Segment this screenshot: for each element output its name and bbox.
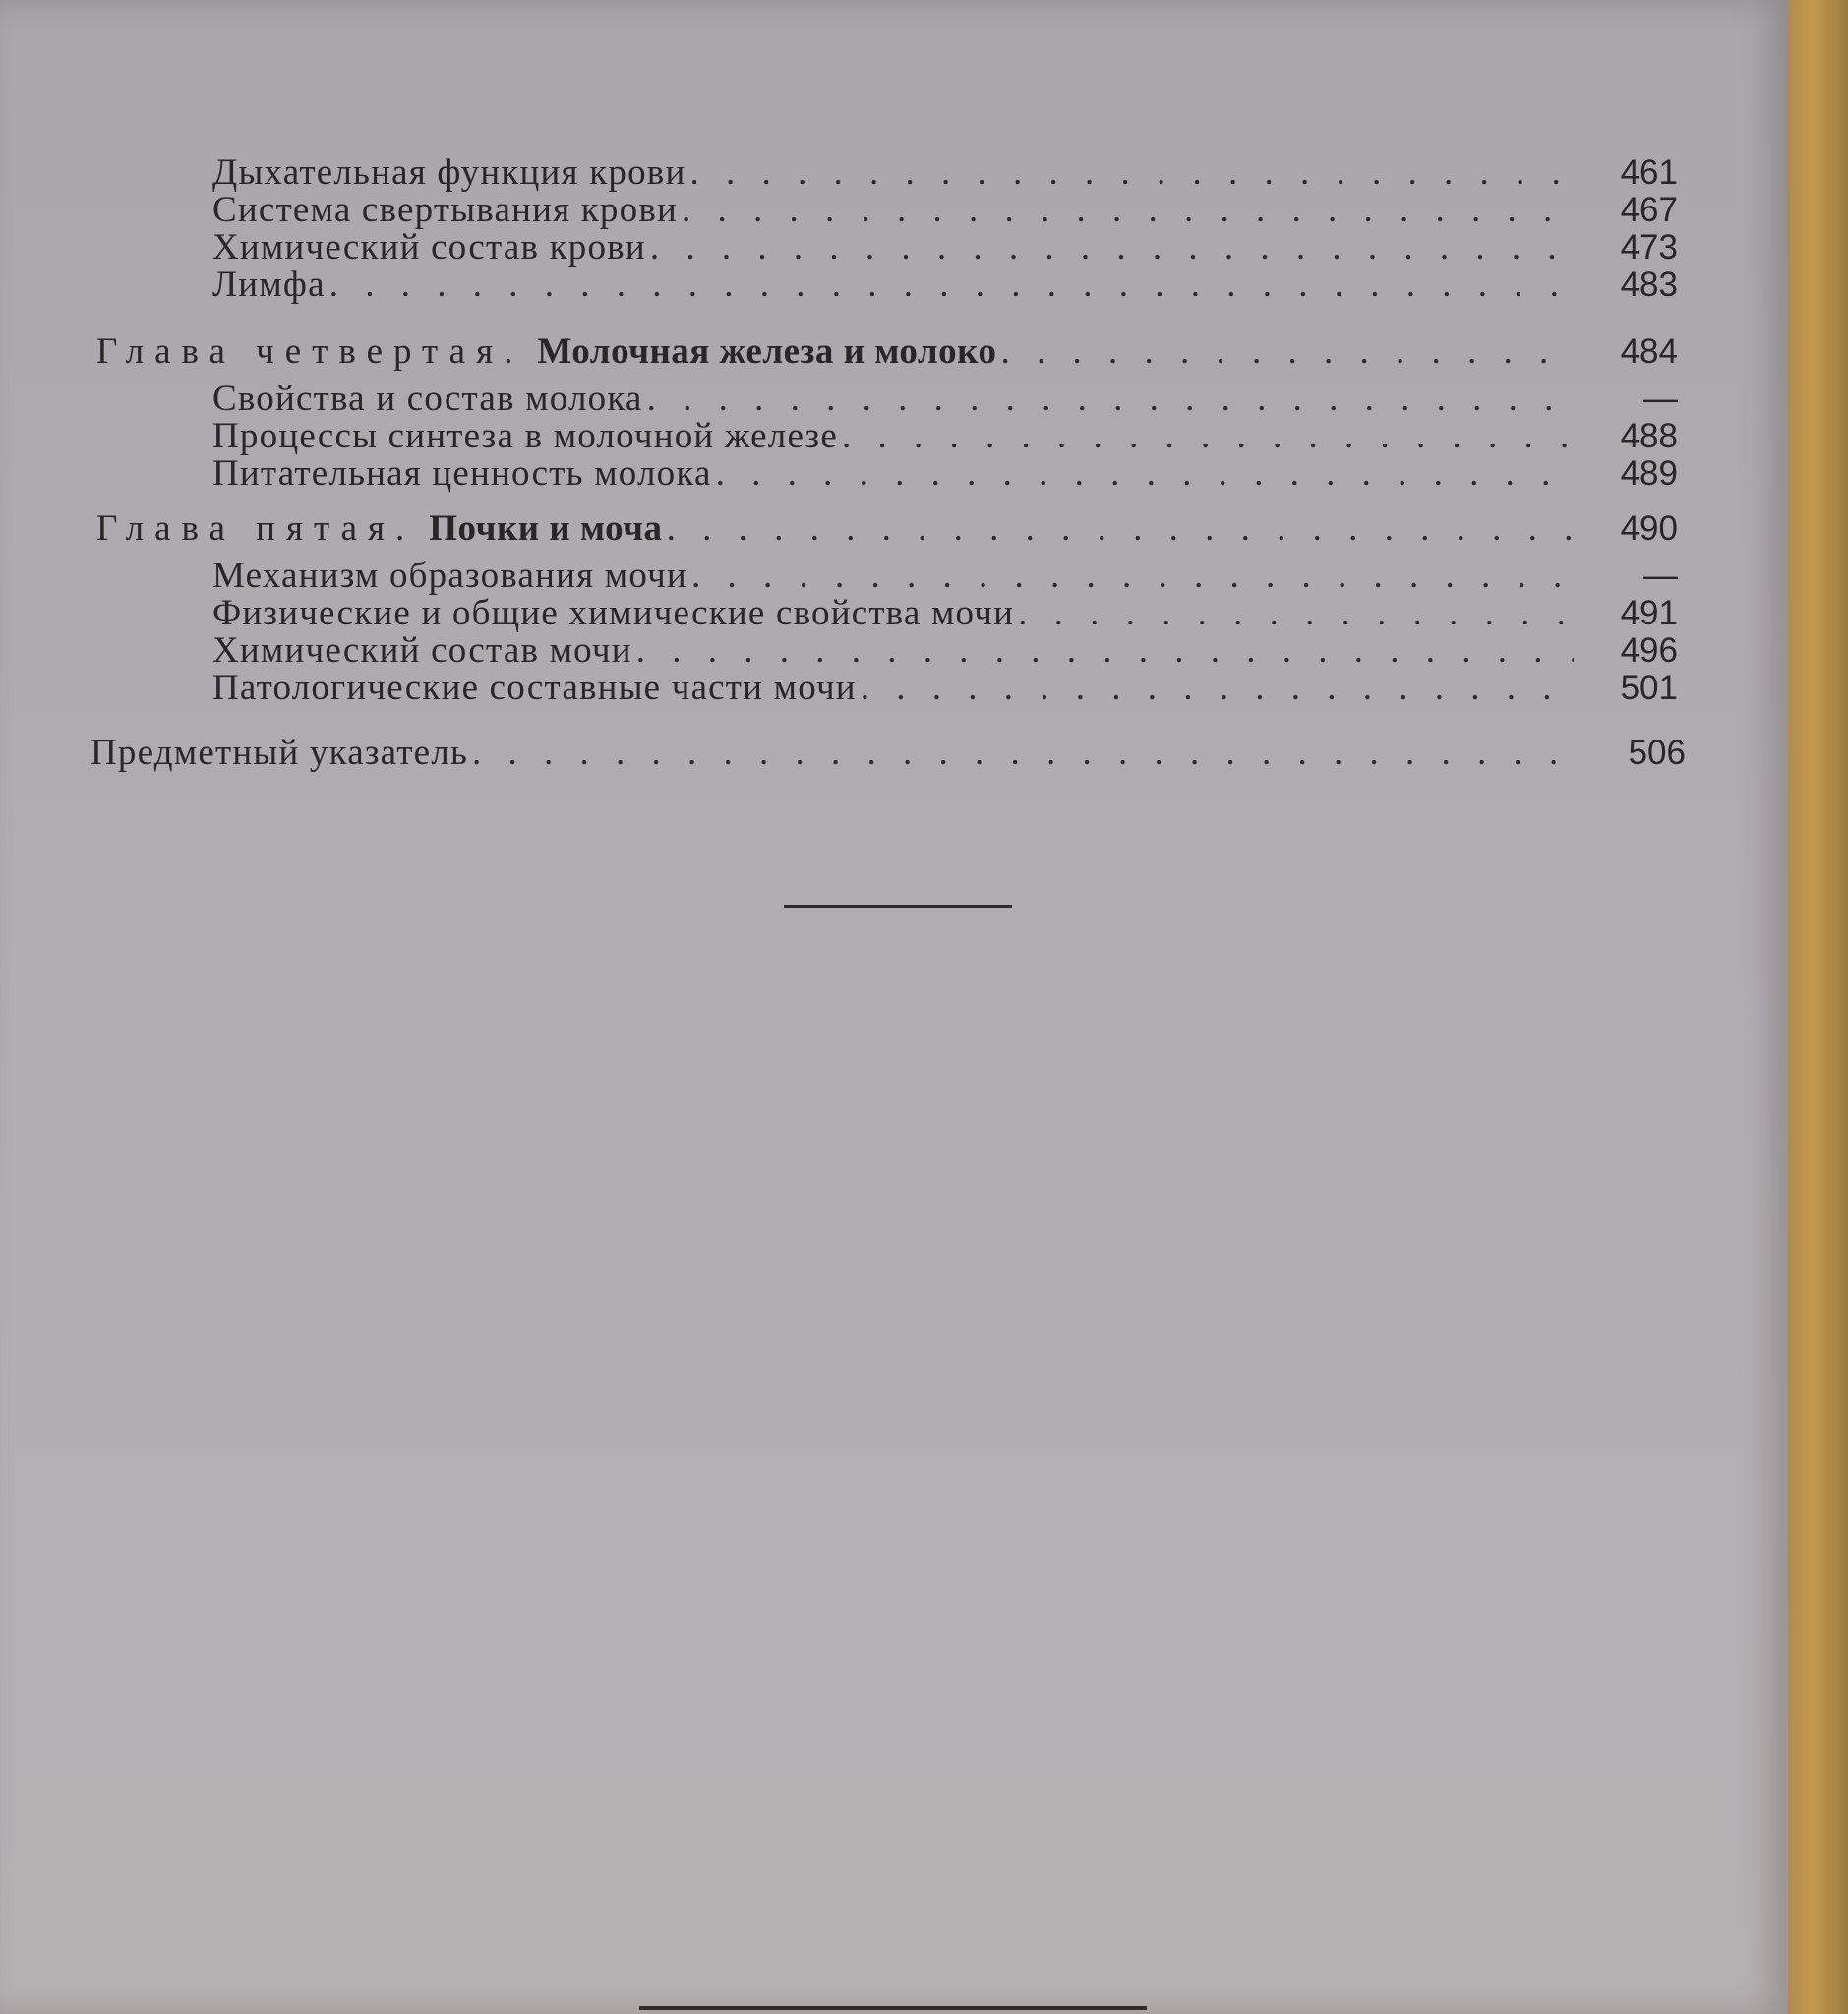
toc-entry-page: 490 bbox=[1620, 509, 1678, 548]
chapter-number: Глава пятая. bbox=[96, 508, 416, 549]
leader-dots bbox=[712, 454, 1574, 494]
toc-entry-page: 473 bbox=[1620, 228, 1678, 267]
toc-entry-milk-synthesis bbox=[212, 417, 1678, 456]
toc-entry-label: Патологические составные части мочи bbox=[212, 668, 857, 708]
toc-entry-page: 483 bbox=[1620, 266, 1678, 304]
toc-entry-blood-respiratory bbox=[212, 153, 1678, 193]
toc-entry-label: Система свертывания крови bbox=[212, 190, 678, 230]
toc-entry-page: 506 bbox=[1628, 734, 1686, 772]
toc-entry-subject-index bbox=[90, 734, 1686, 773]
toc-chapter-4 bbox=[96, 332, 1678, 372]
toc-entry-page: 484 bbox=[1620, 332, 1678, 371]
leader-dots bbox=[468, 734, 1581, 773]
toc-entry-label: Дыхательная функция крови bbox=[212, 152, 686, 193]
toc-entry-label: Свойства и состав молока bbox=[212, 379, 643, 419]
toc-chapter-5 bbox=[96, 509, 1678, 549]
chapter-title: Почки и моча bbox=[429, 508, 663, 549]
leader-dots bbox=[857, 669, 1574, 708]
toc-entry-label: Лимфа bbox=[212, 265, 326, 305]
leader-dots bbox=[838, 417, 1574, 456]
toc-entry-milk-properties bbox=[212, 380, 1678, 419]
leader-dots bbox=[997, 332, 1574, 372]
leader-dots bbox=[687, 557, 1574, 596]
toc-entry-label: Химический состав мочи bbox=[212, 630, 632, 671]
toc-entry-page: — bbox=[1643, 557, 1678, 595]
toc-entry-milk-nutrition bbox=[212, 454, 1678, 494]
toc-entry-lymph bbox=[212, 266, 1678, 305]
toc-entry-urine-physical bbox=[212, 594, 1678, 633]
toc-entry-label: Процессы синтеза в молочной железе bbox=[212, 416, 838, 456]
toc-entry-urine-formation bbox=[212, 557, 1678, 596]
toc-entry-page: 467 bbox=[1620, 191, 1678, 229]
toc-entry-page: — bbox=[1643, 380, 1678, 418]
leader-dots bbox=[632, 631, 1574, 671]
toc-entry-label: Питательная ценность молока bbox=[212, 453, 712, 494]
toc-entry-urine-chemistry bbox=[212, 631, 1678, 671]
toc-entry-page: 489 bbox=[1620, 454, 1678, 493]
toc-entry-urine-pathology bbox=[212, 669, 1678, 708]
toc-entry-page: 461 bbox=[1620, 153, 1678, 192]
toc-entry-blood-coagulation bbox=[212, 191, 1678, 230]
bottom-rule bbox=[639, 2006, 1147, 2010]
toc-entry-label: Химический состав крови bbox=[212, 227, 646, 267]
toc-entry-label: Предметный указатель bbox=[90, 733, 469, 773]
leader-dots bbox=[646, 228, 1574, 267]
toc-entry-page: 491 bbox=[1620, 594, 1678, 632]
end-rule bbox=[784, 905, 1012, 908]
toc-entry-label: Механизм образования мочи bbox=[212, 556, 687, 596]
toc-entry-page: 496 bbox=[1620, 631, 1678, 670]
toc-entry-page: 488 bbox=[1620, 417, 1678, 455]
leader-dots bbox=[678, 191, 1574, 230]
toc-entry-blood-chemistry bbox=[212, 228, 1678, 267]
leader-dots bbox=[686, 153, 1574, 193]
toc-entry-label: Физические и общие химические свойства мочи bbox=[212, 593, 1015, 633]
leader-dots bbox=[326, 266, 1574, 305]
leader-dots bbox=[643, 380, 1574, 419]
chapter-number: Глава четвертая. bbox=[96, 331, 524, 372]
leader-dots bbox=[663, 509, 1574, 549]
toc-entry-page: 501 bbox=[1620, 669, 1678, 707]
chapter-title: Молочная железа и молоко bbox=[537, 331, 997, 372]
leader-dots bbox=[1014, 594, 1574, 633]
page-edge bbox=[1788, 0, 1848, 2014]
